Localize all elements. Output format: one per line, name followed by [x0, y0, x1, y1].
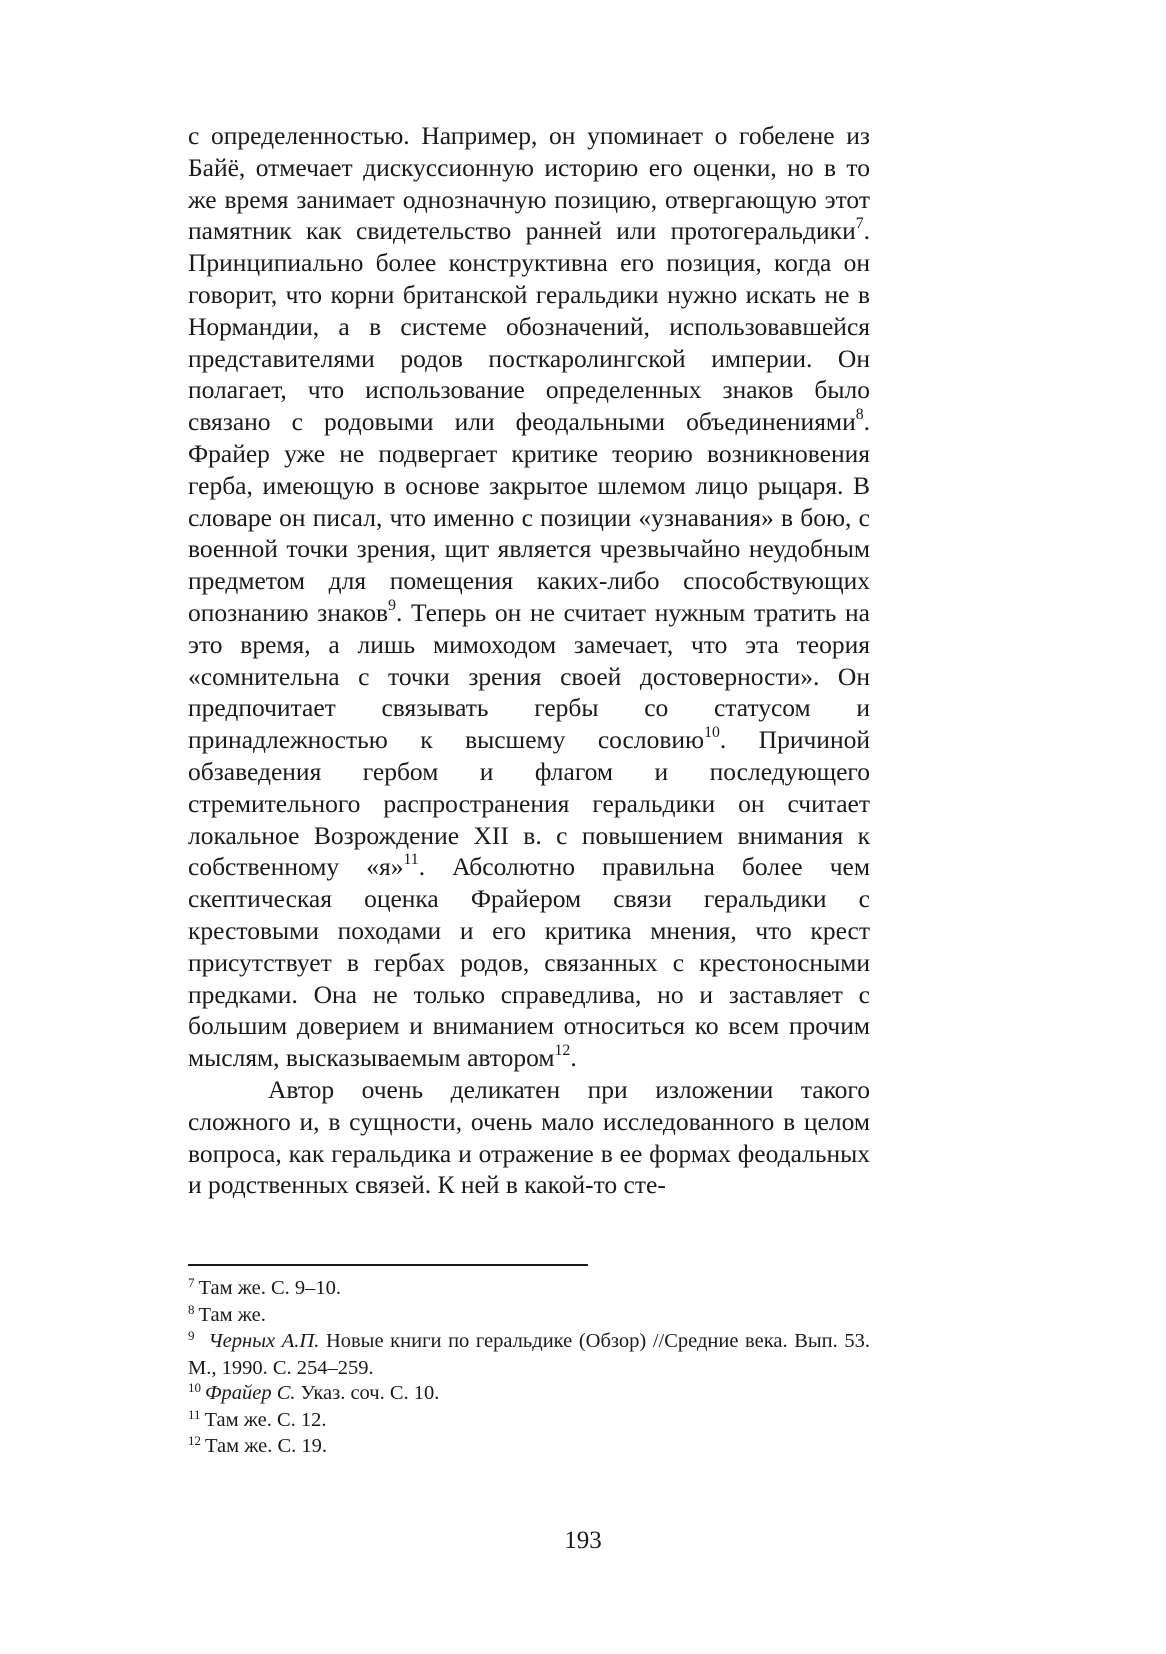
- footnote-ref-11[interactable]: 11: [403, 851, 419, 869]
- text-segment: .: [570, 1043, 577, 1073]
- paragraph-1: [188, 120, 870, 1074]
- footnote-10: [188, 1381, 870, 1408]
- footnote-number: 7: [188, 1275, 195, 1290]
- footnote-ref-8[interactable]: 8: [855, 406, 864, 424]
- footnote-ref-9[interactable]: 9: [388, 596, 396, 614]
- footnote-number: 10: [188, 1380, 201, 1395]
- paragraph-2: Автор очень деликатен при изложении такого сложного и, в сущности, очень мало исследованного в целом вопроса, как геральдика и отражение в ее формах феодальных и родственных связей. К ней в какой-то сте-: [188, 1074, 870, 1200]
- footnote-text: Там же. С. 12.: [204, 1408, 327, 1431]
- footnote-author: Черных А.П.: [208, 1330, 320, 1352]
- footnote-ref-7[interactable]: 7: [855, 215, 864, 233]
- footnote-text: Там же. С. 9–10.: [198, 1277, 341, 1299]
- footnote-ref-10[interactable]: 10: [704, 724, 720, 742]
- footnote-number: 8: [188, 1301, 195, 1317]
- footnote-number: 9: [188, 1328, 195, 1343]
- text-segment: . Фрайер уже не подвергает критике теорию возникновения герба, имеющую в основе закрытое шлемом лицо рыцаря. В словаре он писал, что именно с позиции «узнавания» в бою, с военной точки зрения, щит является чрезвычайно неудобным предметом для помещения каких-либо способствующих опознанию знаков: [188, 407, 870, 627]
- footnote-number: 12: [188, 1433, 201, 1448]
- footnote-text: Указ. соч. С. 10.: [295, 1382, 440, 1404]
- main-text: [188, 120, 870, 1201]
- page-number: 193: [564, 1527, 602, 1554]
- text-segment: . Причиной обзаведения гербом и флагом и последующего стремительного распространения геральдики он считает локальное Возрождение XII в. с повышением внимания к собственному «я»: [188, 725, 870, 882]
- footnote-12: [188, 1434, 870, 1461]
- footnotes: [188, 1276, 870, 1461]
- footnote-author: Фрайер С.: [205, 1382, 296, 1404]
- footnote-ref-12[interactable]: 12: [554, 1042, 571, 1060]
- footnote-text: Там же. С. 19.: [205, 1435, 327, 1457]
- text-segment: . Теперь он не считает нужным тратить на это время, а лишь мимоходом замечает, что эта теория «сомнительна с точки зрения своей достоверности». Он предпочитает связывать гербы со статусом и принадлежностью к высшему сословию: [188, 597, 870, 755]
- footnote-9: [188, 1329, 870, 1381]
- footnote-11: [188, 1408, 870, 1435]
- footnote-text: Там же.: [198, 1303, 266, 1326]
- footnote-number: 11: [188, 1406, 201, 1422]
- text-segment: с определенностью. Например, он упоминает о гобелене из Байё, отмечает дискуссионную историю его оценки, но в то же время занимает однозначную позицию, отвергающую этот памятник как свидетельство ранней или протогеральдики: [188, 121, 870, 246]
- footnote-text: Новые книги по геральдике (Обзор) //Средние века. Вып. 53. М., 1990. С. 254–259.: [188, 1330, 870, 1379]
- footnote-7: [188, 1276, 870, 1303]
- footnote-8: [188, 1303, 870, 1330]
- text-segment: . Абсолютно правильна более чем скептическая оценка Фрайером связи геральдики с крестовыми походами и его критика мнения, что крест присутствует в гербах родов, связанных с крестоносными предками. Она не только справедлива, но и заставляет с большим доверием и вниманием относиться ко всем прочим мыслям, высказываемым автором: [188, 852, 870, 1073]
- footnote-separator: [188, 1264, 588, 1266]
- text-segment: . Принципиально более конструктивна его позиция, когда он говорит, что корни британской геральдики нужно искать не в Нормандии, а в системе обозначений, использовавшейся представителями родов посткаролингской империи. Он полагает, что использование определенных знаков было связано с родовыми или феодальными объединениями: [188, 216, 870, 437]
